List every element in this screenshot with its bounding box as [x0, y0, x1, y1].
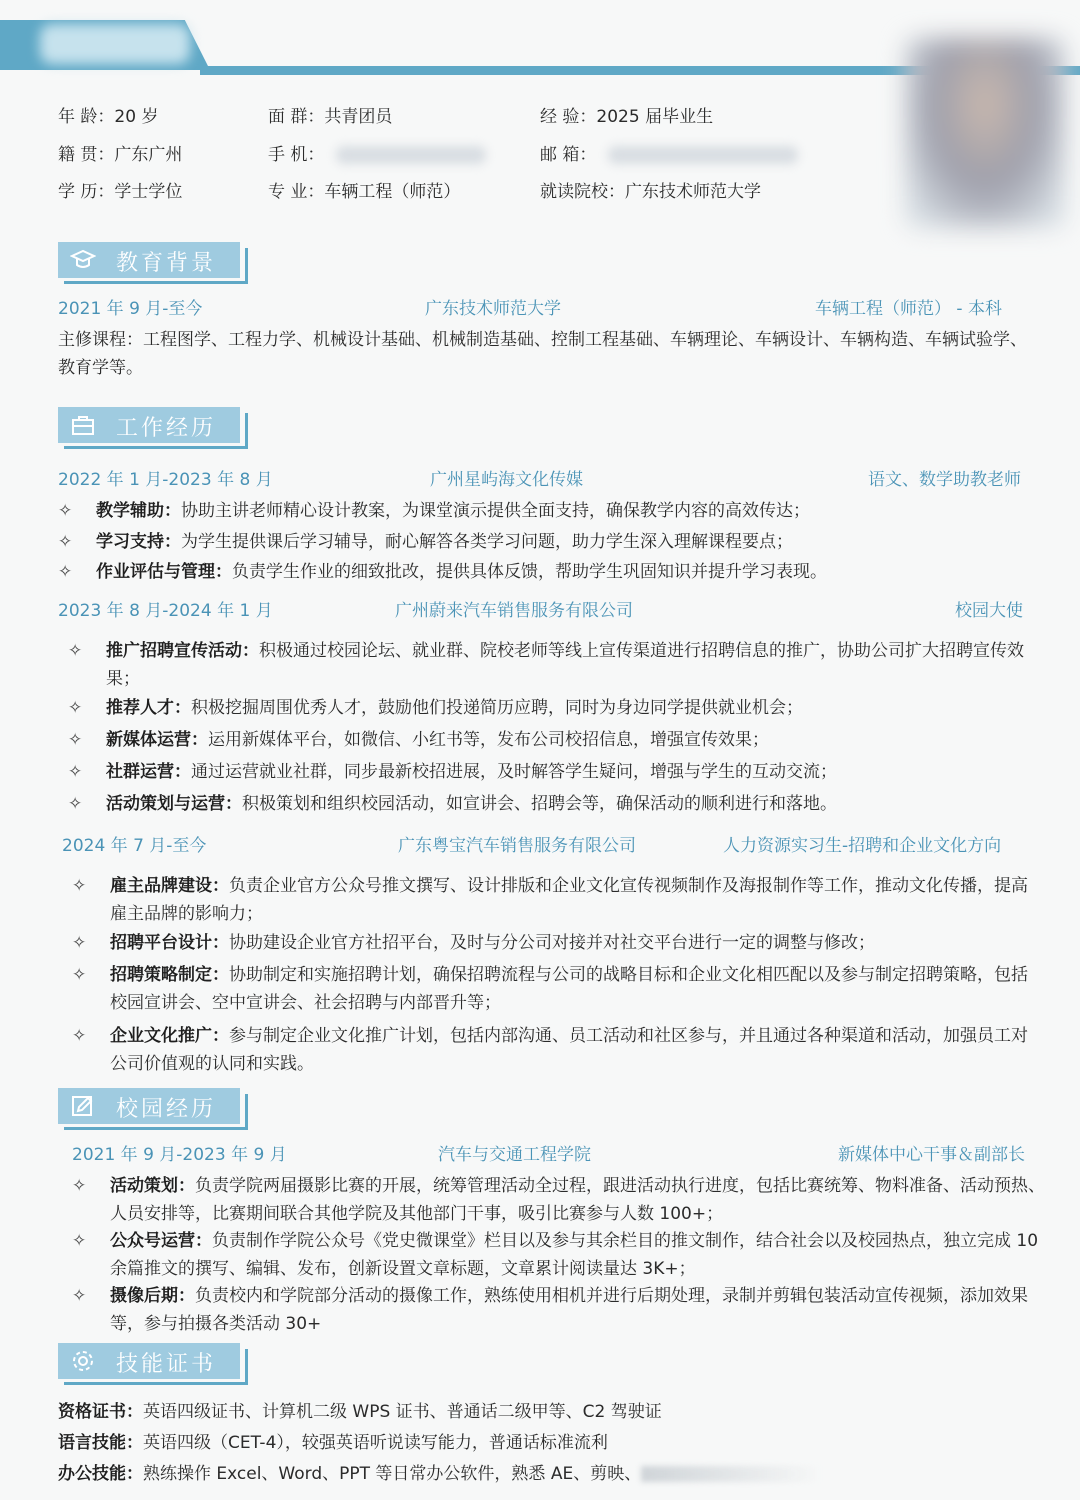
info-degree: 学 历：学士学位 [58, 182, 183, 202]
job-role: 语文、数学助教老师 [868, 470, 1021, 490]
job-company: 广州星屿海文化传媒 [430, 470, 583, 490]
info-email [540, 140, 798, 165]
info-age: 年 龄：20 岁 [58, 107, 159, 127]
phone-label: 手 机： [268, 145, 325, 165]
info-hometown: 籍 贯：广东广州 [58, 145, 183, 165]
edu-courses: 主修课程：工程图学、工程力学、机械设计基础、机械制造基础、控制工程基础、车辆理论、车辆设计、车辆构造、车辆试验学、教育学等。 [58, 330, 1027, 378]
diamond-icon: ✧ [68, 730, 83, 750]
skill-row: 资格证书：英语四级证书、计算机二级 WPS 证书、普通话二级甲等、C2 驾驶证 [58, 1402, 662, 1422]
list-item: ✧ 推广招聘宣传活动：积极通过校园论坛、就业群、院校老师等线上宣传渠道进行招聘信息的推广，协助公司扩大招聘宣传效果； [68, 637, 1028, 693]
job-date: 2022 年 1 月-2023 年 8 月 [58, 470, 273, 490]
list-item: ✧ 学习支持：为学生提供课后学习辅导，耐心解答各类学习问题，助力学生深入理解课程要点； [58, 528, 1048, 556]
name-redacted [40, 24, 190, 64]
list-item: ✧ 招聘策略制定：协助制定和实施招聘计划，确保招聘流程与公司的战略目标和企业文化相匹配以及参与制定招聘策略，包括校园宣讲会、空中宣讲会、社会招聘与内部晋升等； [72, 961, 1037, 1017]
diamond-icon: ✧ [68, 698, 83, 718]
list-item: ✧ 教学辅助：协助主讲老师精心设计教案，为课堂演示提供全面支持，确保教学内容的高效传达； [58, 497, 1048, 525]
job-date: 2023 年 8 月-2024 年 1 月 [58, 601, 273, 621]
list-item: ✧ 雇主品牌建设：负责企业官方公众号推文撰写、设计排版和企业文化宣传视频制作及海报制作等工作，推动文化传播，提高雇主品牌的影响力； [72, 872, 1037, 928]
section-work-header [58, 407, 248, 449]
list-item: ✧ 推荐人才：积极挖掘周围优秀人才，鼓励他们投递简历应聘，同时为身边同学提供就业机会； [68, 694, 1028, 722]
campus-org: 汽车与交通工程学院 [438, 1145, 591, 1165]
diamond-icon: ✧ [58, 532, 73, 552]
diamond-icon: ✧ [72, 933, 87, 953]
phone-redacted [336, 146, 486, 164]
list-item: ✧ 活动策划与运营：积极策划和组织校园活动，如宣讲会、招聘会等，确保活动的顺利进行和落地。 [68, 790, 1028, 818]
diamond-icon: ✧ [72, 876, 87, 896]
diamond-icon: ✧ [72, 1176, 87, 1196]
diamond-icon: ✧ [68, 762, 83, 782]
job-company: 广州蔚来汽车销售服务有限公司 [395, 601, 633, 621]
diamond-icon: ✧ [58, 501, 73, 521]
job-role: 校园大使 [955, 601, 1023, 621]
info-school: 就读院校：广东技术师范大学 [540, 182, 761, 202]
section-title: 教育背景 [116, 251, 217, 276]
skill-row: 语言技能：英语四级（CET-4），较强英语听说读写能力，普通话标准流利 [58, 1433, 608, 1453]
briefcase-icon [70, 413, 96, 437]
info-experience: 经 验：2025 届毕业生 [540, 107, 714, 127]
job-date: 2024 年 7 月-至今 [62, 836, 207, 856]
email-label: 邮 箱： [540, 145, 597, 165]
list-item: ✧ 社群运营：通过运营就业社群，同步最新校招进展，及时解答学生疑问，增强与学生的互动交流； [68, 758, 1028, 786]
edu-date: 2021 年 9 月-至今 [58, 299, 203, 319]
job-role: 人力资源实习生-招聘和企业文化方向 [723, 836, 1002, 856]
job-company: 广东粤宝汽车销售服务有限公司 [398, 836, 636, 856]
section-education-header [58, 242, 248, 284]
diamond-icon: ✧ [58, 562, 73, 582]
text-redacted [641, 1466, 821, 1482]
edu-school: 广东技术师范大学 [425, 299, 561, 319]
campus-role: 新媒体中心干事＆副部长 [838, 1145, 1025, 1165]
list-item: ✧ 公众号运营：负责制作学院公众号《党史微课堂》栏目以及参与其余栏目的推文制作，结合社会以及校园热点，独立完成 10 余篇推文的撰写、编辑、发布，创新设置文章标题，文章累计阅读量达 3K+； [72, 1227, 1047, 1283]
list-item: ✧ 作业评估与管理：负责学生作业的细致批改，提供具体反馈，帮助学生巩固知识并提升学习表现。 [58, 558, 1048, 586]
diamond-icon: ✧ [72, 1231, 87, 1251]
email-redacted [608, 146, 798, 164]
diamond-icon: ✧ [68, 794, 83, 814]
section-campus-header [58, 1088, 248, 1130]
info-major: 专 业：车辆工程（师范） [268, 182, 461, 202]
section-title: 工作经历 [116, 416, 217, 441]
list-item: ✧ 摄像后期：负责校内和学院部分活动的摄像工作，熟练使用相机并进行后期处理，录制并剪辑包装活动宣传视频，添加效果等，参与拍摄各类活动 30+ [72, 1282, 1047, 1338]
section-skills-header [58, 1343, 248, 1385]
list-item: ✧ 招聘平台设计：协助建设企业官方社招平台，及时与分公司对接并对社交平台进行一定的调整与修改； [72, 929, 1037, 957]
section-title: 技能证书 [116, 1352, 217, 1377]
edu-major: 车辆工程（师范） - 本科 [815, 299, 1002, 319]
section-title: 校园经历 [116, 1097, 217, 1122]
campus-date: 2021 年 9 月-2023 年 9 月 [72, 1145, 287, 1165]
diamond-icon: ✧ [68, 641, 83, 661]
skill-row: 办公技能：熟练操作 Excel、Word、PPT 等日常办公软件，熟悉 AE、剪映、 [58, 1459, 821, 1484]
gear-icon [70, 1349, 96, 1373]
diamond-icon: ✧ [72, 1026, 87, 1046]
info-political: 面 群：共青团员 [268, 107, 393, 127]
diamond-icon: ✧ [72, 965, 87, 985]
info-phone [268, 140, 486, 165]
diamond-icon: ✧ [72, 1286, 87, 1306]
list-item: ✧ 新媒体运营：运用新媒体平台，如微信、小红书等，发布公司校招信息，增强宣传效果； [68, 726, 1028, 754]
profile-photo [905, 38, 1065, 228]
graduation-cap-icon [70, 248, 96, 272]
list-item: ✧ 企业文化推广：参与制定企业文化推广计划，包括内部沟通、员工活动和社区参与，并且通过各种渠道和活动，加强员工对公司价值观的认同和实践。 [72, 1022, 1037, 1078]
edit-icon [70, 1094, 96, 1118]
list-item: ✧ 活动策划：负责学院两届摄影比赛的开展，统筹管理活动全过程，跟进活动执行进度，包括比赛统筹、物料准备、活动预热、人员安排等，比赛期间联合其他学院及其他部门干事，吸引比赛参与人数 100+； [72, 1172, 1047, 1228]
